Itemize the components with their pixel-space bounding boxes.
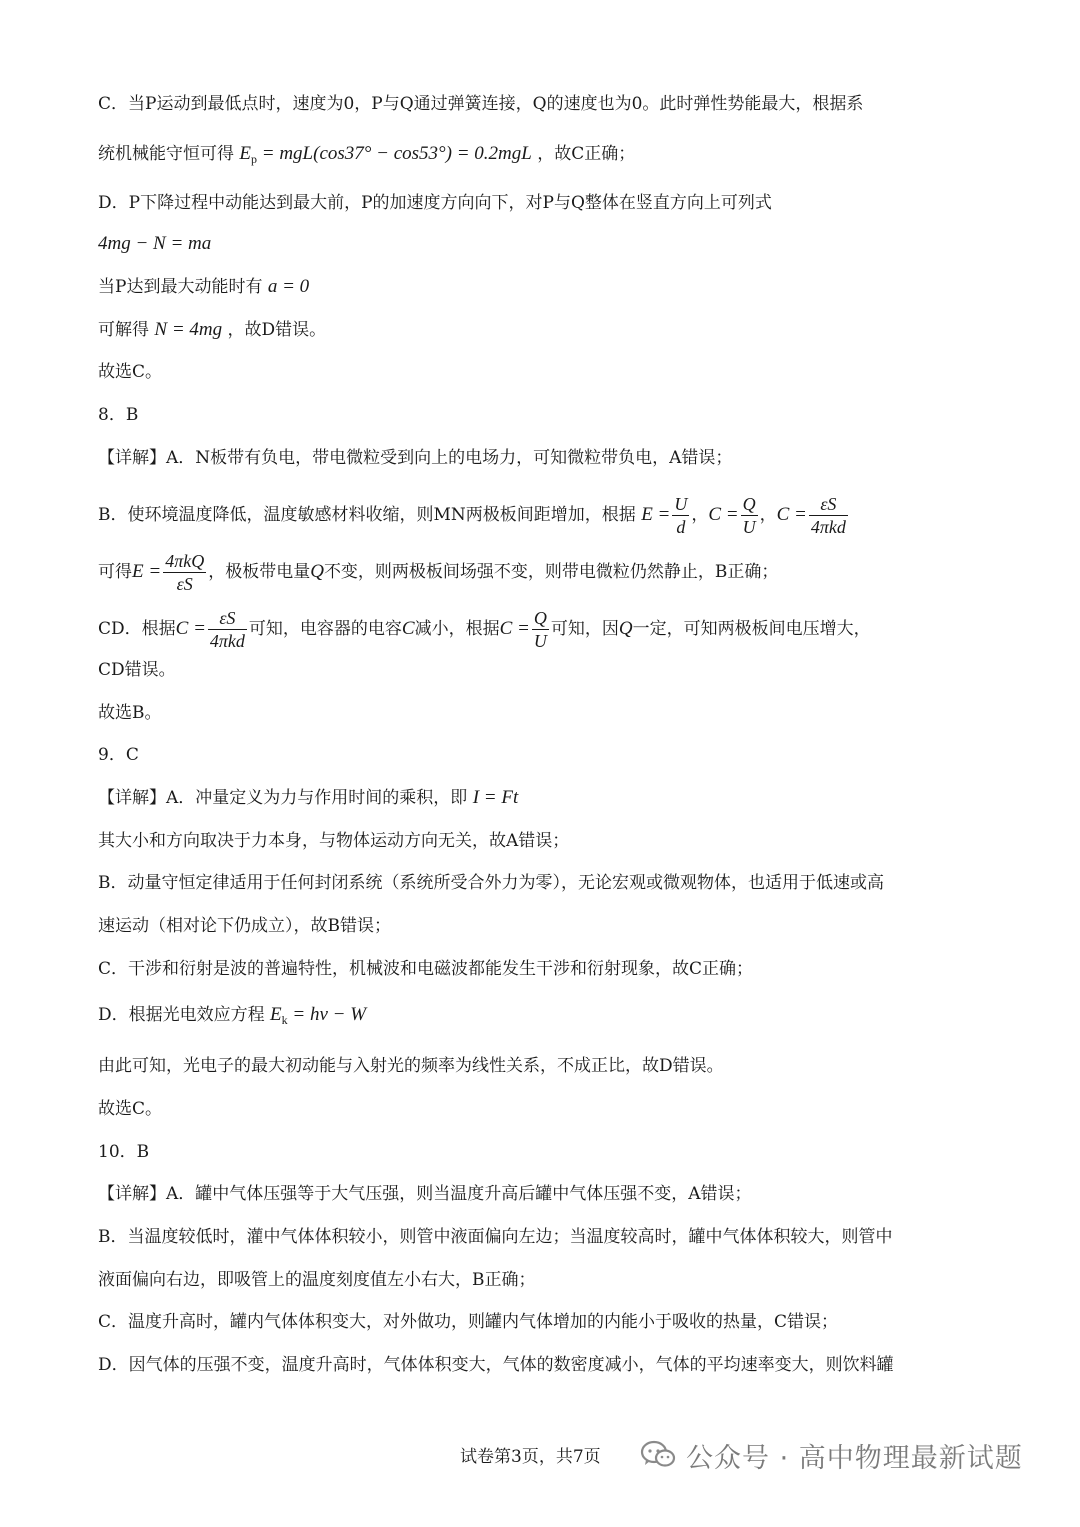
page-number: 试卷第3页，共7页 [460,1447,601,1467]
formula-part: E [270,1004,282,1025]
formula-equation: 4mg − N = ma [98,233,212,254]
frac-num: εS [219,608,236,628]
text-span: ， [759,505,777,525]
text-line: B．当温度较低时，灌中气体体积较小，则管中液面偏向左边；当温度较高时，罐中气体体积较大，则管中 [98,1227,893,1247]
text-span: 可知，电容器的电容 [248,619,402,639]
formula-sub: p [251,152,258,166]
formula-var: Q [310,561,324,582]
formula-a-zero: a = 0 [267,276,310,297]
text-span: ，故D错误。 [227,320,327,340]
text-span: 可解得 [98,320,149,340]
text-line: C．温度升高时，罐内气体体积变大，对外做功，则罐内气体增加的内能小于吸收的热量，C错误； [98,1312,839,1332]
text-line: 由此可知，光电子的最大初动能与入射光的频率为线性关系，不成正比，故D错误。 [98,1056,724,1076]
formula-photoelectric [270,1004,366,1025]
formula-sub: k [281,1013,288,1027]
answer-heading: 10．B [98,1142,150,1162]
text-span: 一定，可知两极板间电压增大， [632,619,871,639]
formula-impulse: I = Ft [472,787,519,808]
text-line: 故选B。 [98,703,162,723]
text-line: C．干涉和衍射是波的普遍特性，机械波和电磁波都能发生干涉和衍射现象，故C正确； [98,959,754,979]
fraction-q-over-u [741,493,758,538]
formula-part: E [239,143,252,164]
text-span: ，故C正确； [537,144,636,164]
text-span: 不变，则两极板间场强不变，则带电微粒仍然静止，B正确； [323,562,779,582]
frac-num: εS [820,494,837,514]
text-line [98,550,990,595]
frac-den: d [672,515,689,538]
text-span: B．使环境温度降低，温度敏感材料收缩，则MN两极板间距增加，根据 [98,505,636,525]
fraction-eps-s-over-4pikd [208,607,247,652]
frac-den: 4πkd [209,631,245,651]
formula-part: = mgL(cos37° − cos53°) = 0.2mgL [257,143,532,164]
formula-part: C = [708,504,739,525]
text-span: 可得 [98,562,132,582]
formula-part: C = [776,504,807,525]
page-footer [0,1432,1080,1482]
formula-var: Q [618,618,633,639]
text-line: 速运动（相对论下仍成立），故B错误； [98,916,391,936]
frac-num: Q [533,608,547,628]
text-line [98,1001,990,1034]
fraction-u-over-d [672,493,689,538]
formula-part: C = [175,618,206,639]
watermark [640,1432,1023,1478]
text-line: 【详解】A．罐中气体压强等于大气压强，则当温度升高后罐中气体压强不变，A错误； [98,1184,752,1204]
text-line: D．因气体的压强不变，温度升高时，气体体积变大，气体的数密度减小，气体的平均速率变大，则饮料罐 [98,1355,894,1375]
text-line [98,784,990,812]
text-span: ，极板带电量 [208,562,311,582]
formula-line [98,230,990,258]
text-line [98,493,990,538]
text-line [98,607,990,652]
formula-var: C [401,618,415,639]
text-line: B．动量守恒定律适用于任何封闭系统（系统所受合外力为零），无论宏观或微观物体，也适用于低速或高 [98,873,884,893]
formula-part: = hν − W [287,1004,367,1025]
text-line: 液面偏向右边，即吸管上的温度刻度值左小右大，B正确； [98,1270,536,1290]
text-line: D．P下降过程中动能达到最大前，P的加速度方向向下，对P与Q整体在竖直方向上可列式 [98,193,772,213]
formula-ep [239,143,531,164]
text-line: 【详解】A．N板带有负电，带电微粒受到向上的电场力，可知微粒带负电，A错误； [98,448,733,468]
answer-heading: 9．C [98,745,139,765]
text-line: 其大小和方向取决于力本身，与物体运动方向无关，故A错误； [98,831,570,851]
frac-num: Q [742,494,756,514]
frac-num: 4πkQ [165,551,205,571]
wechat-icon [640,1440,676,1470]
formula-n: N = 4mg [154,319,223,340]
text-span: 【详解】A．冲量定义为力与作用时间的乘积，即 [98,788,468,808]
watermark-text: 公众号 · 高中物理最新试题 [686,1442,1023,1474]
text-span: 当P达到最大动能时有 [98,277,263,297]
text-line: CD错误。 [98,660,176,680]
text-span: ， [691,505,709,525]
text-span: 减小，根据 [414,619,500,639]
formula-part: C = [499,618,530,639]
text-span: 可知，因 [550,619,619,639]
fraction-q-over-u [532,607,549,652]
frac-den: U [742,517,756,537]
text-span: 统机械能守恒可得 [98,144,234,164]
text-line: 故选C。 [98,1099,163,1119]
formula-part: E = [641,504,671,525]
formula-part: E = [132,561,162,582]
text-line [98,316,990,344]
text-line: 故选C。 [98,362,163,382]
frac-den: 4πkd [810,517,846,537]
text-line [98,140,990,173]
frac-den: U [533,631,547,651]
text-span: CD．根据 [98,619,176,639]
fraction-4pikq-over-eps-s [163,550,206,595]
text-span: D．根据光电效应方程 [98,1005,265,1025]
frac-den: εS [163,572,206,595]
text-line: C．当P运动到最低点时，速度为0，P与Q通过弹簧连接，Q的速度也为0。此时弹性势能最大，根据系 [98,94,864,114]
frac-num: U [674,494,688,514]
text-line [98,273,990,301]
answer-heading: 8．B [98,405,139,425]
fraction-eps-s-over-4pikd [809,493,848,538]
